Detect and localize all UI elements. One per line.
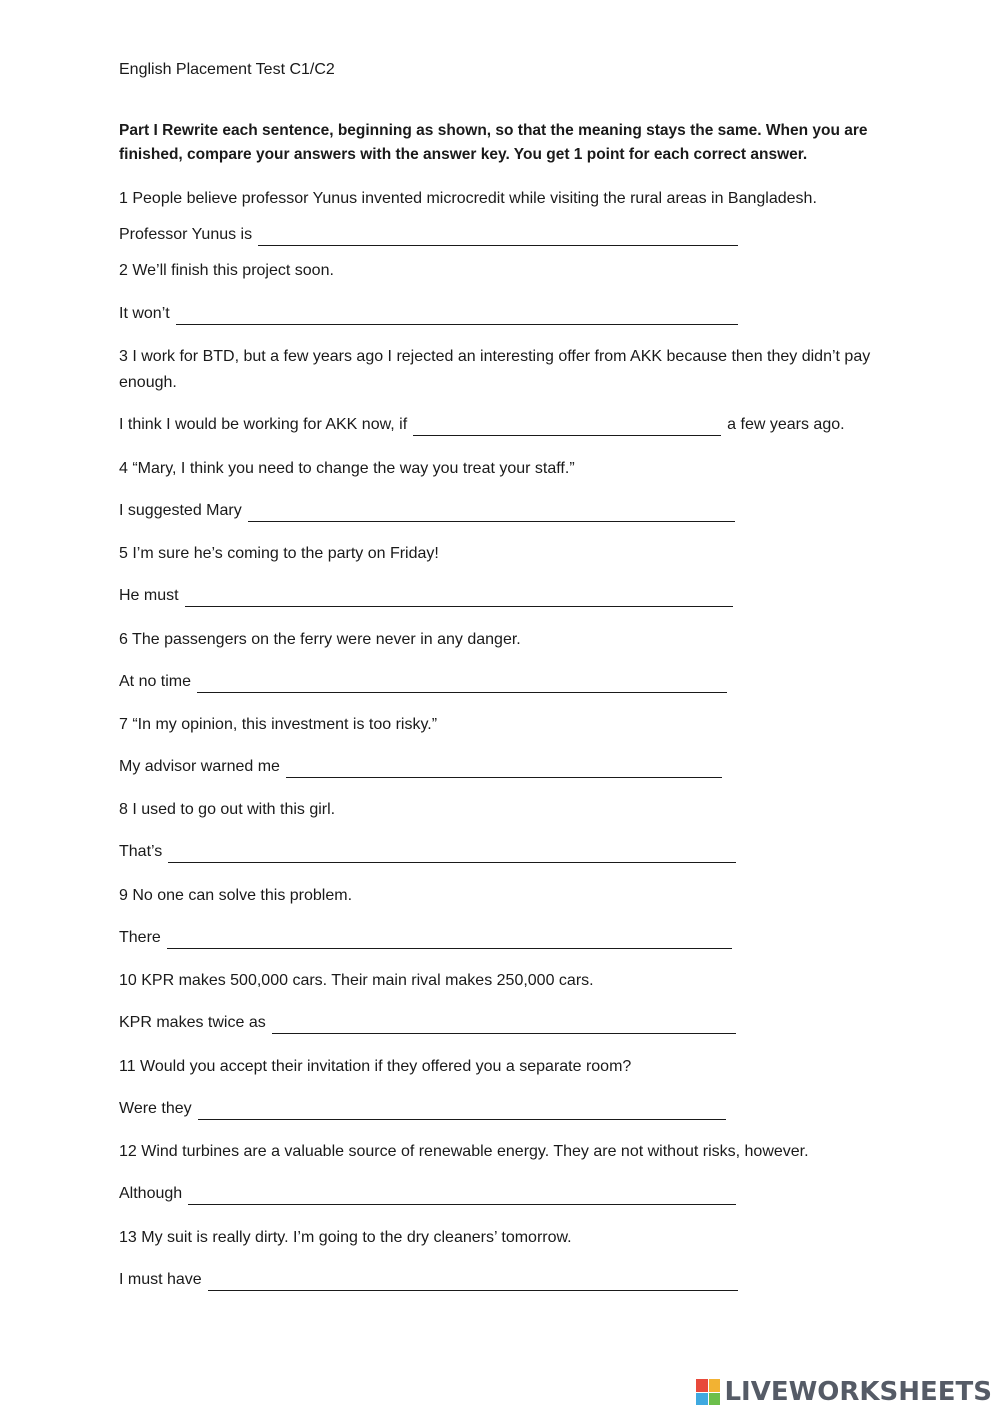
logo-tile [709,1393,721,1406]
logo-tile [709,1379,721,1392]
answer-start: Were they [119,1100,192,1117]
answer-blank-6[interactable] [197,674,727,693]
logo-tile [696,1379,708,1392]
answer-blank-1[interactable] [258,227,738,246]
answer-start: Professor Yunus is [119,226,253,243]
question-8-prompt: 8 I used to go out with this girl. [119,801,336,818]
answer-blank-2[interactable] [176,306,738,325]
question-8-answer [119,841,736,863]
question-5-answer [119,585,733,607]
answer-end: a few years ago. [727,416,845,433]
question-6-prompt: 6 The passengers on the ferry were never in any danger. [119,631,521,648]
logo-text: LIVEWORKSHEETS [724,1377,992,1407]
question-3-prompt: 3 I work for BTD, but a few years ago I rejected an interesting offer from AKK because then they didn’t pay enough. [119,348,871,391]
answer-blank-5[interactable] [185,588,733,607]
answer-blank-8[interactable] [168,844,736,863]
liveworksheets-logo[interactable] [696,1377,992,1407]
answer-blank-3[interactable] [413,417,721,436]
answer-start: I suggested Mary [119,502,242,519]
question-1-answer [119,224,738,246]
question-12-prompt: 12 Wind turbines are a valuable source of renewable energy. They are not without risks, however. [119,1143,809,1160]
answer-blank-10[interactable] [272,1015,736,1034]
answer-start: I think I would be working for AKK now, if [119,416,408,433]
question-13-answer [119,1269,738,1291]
answer-start: KPR makes twice as [119,1014,266,1031]
question-6-answer [119,671,727,693]
answer-start: At no time [119,673,192,690]
question-4-prompt: 4 “Mary, I think you need to change the way you treat your staff.” [119,460,575,477]
question-9-answer [119,927,732,949]
answer-start: He must [119,587,179,604]
answer-start: That’s [119,843,163,860]
question-10-answer [119,1012,736,1034]
question-9-prompt: 9 No one can solve this problem. [119,887,353,904]
answer-blank-9[interactable] [167,930,732,949]
answer-start: Although [119,1185,183,1202]
liveworksheets-logo-icon [696,1379,720,1405]
question-11-prompt: 11 Would you accept their invitation if they offered you a separate room? [119,1058,632,1075]
page-title: English Placement Test C1/C2 [119,61,335,78]
answer-blank-11[interactable] [198,1101,726,1120]
question-11-answer [119,1098,726,1120]
instructions: Part I Rewrite each sentence, beginning as shown, so that the meaning stays the same. When you are finished, compare your answers with the answer key. You get 1 point for each correct answer. [119,122,868,163]
answer-start: There [119,929,161,946]
answer-blank-4[interactable] [248,503,735,522]
question-2-prompt: 2 We’ll finish this project soon. [119,262,334,279]
answer-start: I must have [119,1271,202,1288]
answer-start: My advisor warned me [119,758,280,775]
question-3-answer [119,414,845,436]
answer-blank-12[interactable] [188,1186,736,1205]
question-12-answer [119,1183,736,1205]
question-7-answer [119,756,722,778]
question-5-prompt: 5 I’m sure he’s coming to the party on Friday! [119,545,439,562]
question-7-prompt: 7 “In my opinion, this investment is too risky.” [119,716,438,733]
question-4-answer [119,500,735,522]
question-13-prompt: 13 My suit is really dirty. I’m going to the dry cleaners’ tomorrow. [119,1229,572,1246]
logo-tile [696,1393,708,1406]
question-2-answer [119,303,738,325]
answer-blank-7[interactable] [286,759,722,778]
question-1-prompt: 1 People believe professor Yunus invented microcredit while visiting the rural areas in Bangladesh. [119,190,817,207]
answer-start: It won’t [119,305,170,322]
question-10-prompt: 10 KPR makes 500,000 cars. Their main rival makes 250,000 cars. [119,972,594,989]
answer-blank-13[interactable] [208,1272,738,1291]
